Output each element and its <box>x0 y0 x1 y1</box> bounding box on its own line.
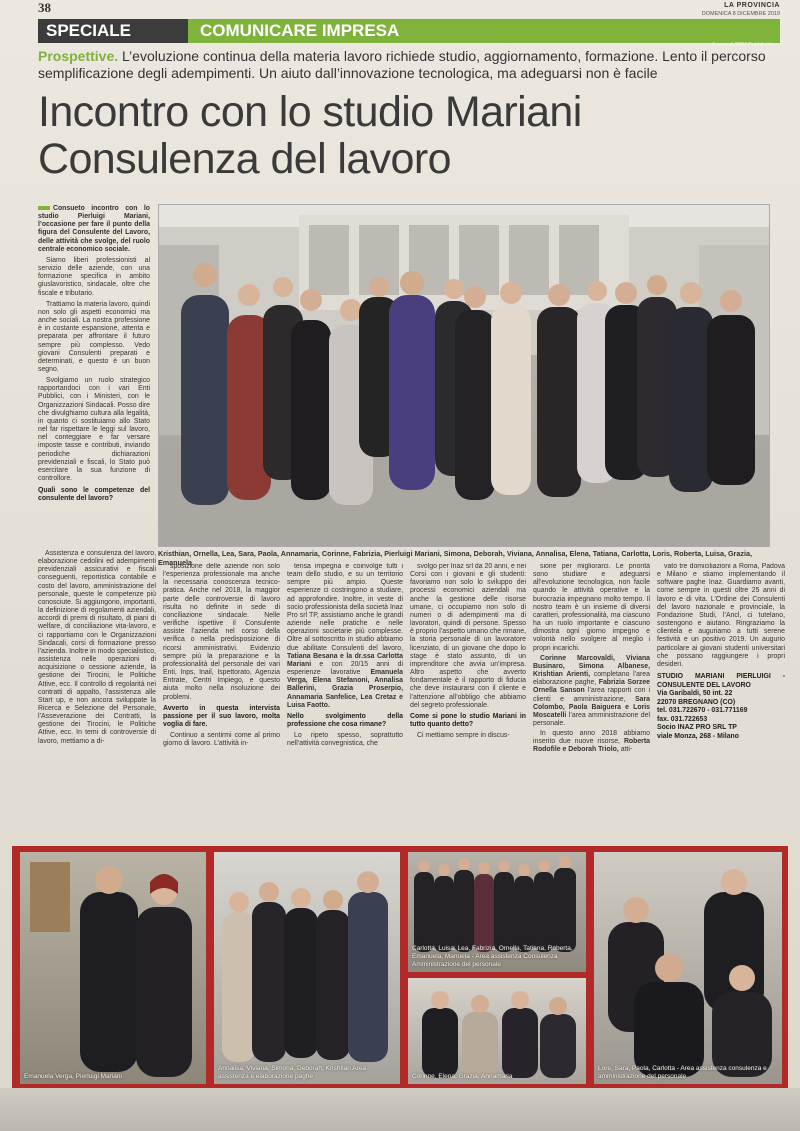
title-line-1: Incontro con lo studio Mariani <box>38 88 582 136</box>
photo-2-illustration <box>214 852 400 1084</box>
column-3-text-b: Lo ripeto spesso, soprattutto nell’attività convegnistica, che <box>287 732 403 748</box>
contact-name: STUDIO MARIANI PIERLUIGI - CONSULENTE DEL LAVORO <box>657 673 785 689</box>
column-5-text: sione per migliorarci. Le priorità sono studiare e adeguarsi all’evoluzione tecnologica, non facile quando le attività operative e la burocrazia impegnano molto tempo. Il nostro team è un insieme di diversi caratteri, professionalità, ma ciascuno ha un ruolo importante e ciascuno dimostra ogni giorno impegno e volontà nello svolgere al meglio i propri incarichi. <box>533 563 650 652</box>
bottom-photo-4-caption: Corinne, Elena, Grazia, Annamaria <box>412 1073 513 1080</box>
subheading-keyword: Prospettive. <box>38 48 119 64</box>
contact-milano: viale Monza, 268 - Milano <box>657 732 739 740</box>
column-4 <box>410 563 526 841</box>
question-4: Come si pone lo studio Mariani in tutto quanto detto? <box>410 712 526 728</box>
question-1: Quali sono le competenze del consulente del lavoro? <box>38 487 150 503</box>
left-column <box>38 205 150 506</box>
contact-block <box>657 673 785 741</box>
bottom-photo-1 <box>20 852 206 1084</box>
column-2 <box>163 563 280 841</box>
photo-5-illustration <box>594 852 782 1084</box>
newspaper-date: DOMENICA 8 DICEMBRE 2019 <box>701 11 780 17</box>
contact-fax: fax. 031.722653 <box>657 715 708 723</box>
bottom-photo-1-caption: Emanuela Verga, Pierluigi Mariani <box>24 1073 122 1080</box>
column-2-text-b: Continuo a sentirmi come al primo giorno di lavoro. L’attività in- <box>163 732 280 748</box>
column-5-new: In questo anno 2018 abbiamo inserito due nuove risorse, Roberta Rodofile e Deborah Triolo, atti- <box>533 730 650 754</box>
contact-socio: Socio INAZ PRO SRL TP <box>657 724 737 732</box>
column-3-text: tensa impegna e coinvolge tutti i team dello studio, e su un territorio sempre più ampio. Queste esperienze ci costringono a studiare, ad approfondire. Inoltre, in veste di socio professionista della società Inaz Pro srl TP, assistiamo anche le grandi aziende nelle pratiche e nelle operazioni societarie più complesse. Oltre al sottoscritto in studio abbiamo due abilitate Consulenti del lavoro, Tatiana Besana e la dr.ssa Carlotta Mariani e con 20/15 anni di esperienze lavorative Emanuela Verga, Elena Stefanoni, Annalisa Ballerini, Grazia Proserpio, Annamaria Sanfelice, Lea Cretaz e Luisa Faotto. <box>287 563 403 709</box>
subheading-text: L’evoluzione continua della materia lavoro richiede studio, aggiornamento, formazione. Lento il percorso semplificazione degli adempimenti. Un aiuto dall’innovazione tecnologica, ma adeguarsi non è facile <box>38 48 766 81</box>
question-3: Nello svolgimento della professione che cosa rimane? <box>287 712 403 728</box>
question-2: Avverto in questa intervista passione per il suo lavoro, molta voglia di fare. <box>163 704 280 728</box>
main-photo-caption: Kristhian, Ornella, Lea, Sara, Paola, Annamaria, Corinne, Fabrizia, Pierluigi Mariani, Simona, Deborah, Viviana, Annalisa, Elena, Tatiana, Carlotta, Loris, Roberta, Luisa, Grazia, Emanuela <box>158 549 752 567</box>
contact-tel: tel. 031.722670 - 031.771169 <box>657 707 748 715</box>
left-paragraph-3: Svolgiamo un ruolo strategico rapportandoci con i vari Enti Pubblici, con i Ministeri, con le Organizzazioni Sindacali. Posso dire che divulghiamo cultura alla legalità, in quanto ci sostituiamo allo Stato nel far rispettare le leggi sul lavoro, nel conteggiare e far versare imposte tasse e contributi, inviando periodiche dichiarazioni previdenziali e fiscali, lo Stato può esercitare la sua funzione di controllore. <box>38 377 150 482</box>
section-header <box>38 19 780 48</box>
page-number: 38 <box>38 0 51 15</box>
section-credit: A cura di SPM Pubblicità <box>711 42 772 48</box>
column-3 <box>287 563 403 841</box>
photo-1-illustration <box>20 852 206 1084</box>
table-surface <box>0 1088 800 1131</box>
column-5 <box>533 563 650 841</box>
bottom-photo-4 <box>408 978 586 1084</box>
column-1-text: Assistenza e consulenza del lavoro, elaborazione cedolini ed adempimenti previdenziali assicurativi e fiscali conseguenti, reportistica contabile e costo del lavoro, amministrazione del personale, queste le competenze più conosciute. Si aggiungono, importanti, la definizione di regolamenti aziendali, accordi di premi di risultato, di piani di welfare, di conciliazione vita-lavoro, e ci rapportiamo con le Organizzazioni Sindacali, corsi di formazione presso l’azienda. Inoltre in modo specialistico, assistenza nelle operazioni di acquisizione o cessione aziende, la gestione dei Tirocini, le Politiche Attive, ecc. Il controllo di regolarità nei contratti di appalto, l’assistenza alle Start up, e non ancora sviluppate la Ricerca e Selezione del Personale, l’Asseverazione dei Contratti, la gestione dei Tirocini, le Politiche Attive, ecc. In temi di controversie di lavoro, mettiamo a di- <box>38 550 156 745</box>
group-photo-illustration <box>159 205 770 547</box>
bottom-photo-2-caption: Annalisa, Viviana, Simona, Deborah, Krishtian Area assistenza e elaborazione paghe <box>218 1065 367 1080</box>
column-1 <box>38 550 156 841</box>
title-line-2: Consulenza del lavoro <box>38 135 451 183</box>
column-6-text: vato tre domiciliazioni a Roma, Padova e Milano e stiamo implementando il software paghe Inaz. Guardiamo avanti, come sempre in questi oltre 25 anni di lavoro e di vita. L’Ordine dei Consulenti del lavoro nazionale e provinciale, la Fondazione Studi, l’Ancl, ci tutelano, sostengono e aiutano. Ringraziamo la clientela e auguriamo a tutti serene festività e un positivo 2019. Un augurio particolare ai giovani studenti universitari che possano raggiungere i propri desideri. <box>657 563 785 668</box>
newspaper-name: LA PROVINCIA <box>724 2 780 9</box>
column-4-text-b: Ci mettiamo sempre in discus- <box>417 732 510 740</box>
column-4-text: svolgo per Inaz srl da 20 anni, e nei Corsi con i giovani e gli studenti: favoriamo non solo lo sviluppo dei processi economici aziendali ma anche la gestione delle risorse umane, ci occupiamo non solo di numeri o di adempimenti ma di lavoratori, quindi di persone. Spesso è proprio l’aspetto umano che rimane, la storia personale di un lavoratore licenziato, di un giovane che dopo lo stage è stato assunto, di un imprenditore che avvia un’impresa. Altro aspetto che avverto fondamentale è il rapporto di fiducia che deve instaurarsi con il cliente e l’attenzione all’obbligo che abbiamo del segreto professionale. <box>410 563 526 709</box>
bottom-photo-3-caption: Carlotta, Luisa, Lea, Fabrizia, Ornella, Tatiana, Roberta, Emanuela, Manuela - Area assistenza Consulenza Amministrazione del personale <box>412 945 573 968</box>
column-6 <box>657 563 785 841</box>
main-group-photo <box>158 204 770 547</box>
contact-city: 22070 BREGNANO (CO) <box>657 698 736 706</box>
bottom-photo-2 <box>214 852 400 1084</box>
photo-4-illustration <box>408 978 586 1084</box>
column-5-team: Corinne Marcovaldi, Viviana Businaro, Simona Albanese, Krishtian Arienti, completano l’area elaborazione paghe, Fabrizia Sorzee Ornella Sanson l’area rapporti con i clienti e amministrazione, Sara Colombo, Paola Baiguera e Loris Moscatelli l’area amministrazione del personale. <box>533 654 650 727</box>
section-speciale: SPECIALE <box>38 19 188 43</box>
section-comunicare-impresa <box>188 19 780 48</box>
section-title: COMUNICARE IMPRESA <box>200 21 400 40</box>
column-2-text: sposizione delle aziende non solo l’esperienza professionale ma anche la necessaria conoscenza tecnico-pratica. Anche nel 2018, la maggior parte delle controversie di lavoro risulta no definite in sede di conciliazione sindacale. Nelle verifiche ispettive il Consulente assiste l’azienda nel corso della verifica o nella predisposizione di ricorsi amministrativi. Evidenzio sempre più la preparazione e la professionalità del personale dei vari Enti, Inps, Inail, Ispettorato, Agenzia Entrate, Centri Impiego, e questo aiuta molto nella risoluzione dei problemi. <box>163 563 280 701</box>
bottom-photo-5-caption: Lore, Sara, Paola, Carlotta - Area assistenza consulenza e amministrazione del personale <box>598 1065 767 1080</box>
contact-street: Via Garibaldi, 50 int. 22 <box>657 690 733 698</box>
lead-paragraph: Consueto incontro con lo studio Pierluigi Mariani, l’occasione per fare il punto della figura del Consulente del Lavoro, delle attività che svolge, del ruolo centrale economico sociale. <box>38 205 150 253</box>
bottom-photo-3 <box>408 852 586 972</box>
lead-marker <box>38 206 50 210</box>
bottom-photo-strip <box>12 846 788 1088</box>
subheading <box>38 48 783 82</box>
article-title <box>38 89 758 183</box>
left-paragraph-1: Siamo liberi professionisti al servizio delle aziende, con una formazione specifica in ambito giuslavoristico, sindacale, oltre che fiscale e tributario. <box>38 256 150 297</box>
left-paragraph-2: Trattiamo la materia lavoro, quindi non solo gli aspetti economici ma anche sociali. La nostra professione è in costante espansione, attenta e preparata per affrontare il futuro sempre più complesso. Vedo giovani Consulenti preparati e determinati, e questo è un buon segno. <box>38 300 150 373</box>
bottom-photo-5 <box>594 852 782 1084</box>
